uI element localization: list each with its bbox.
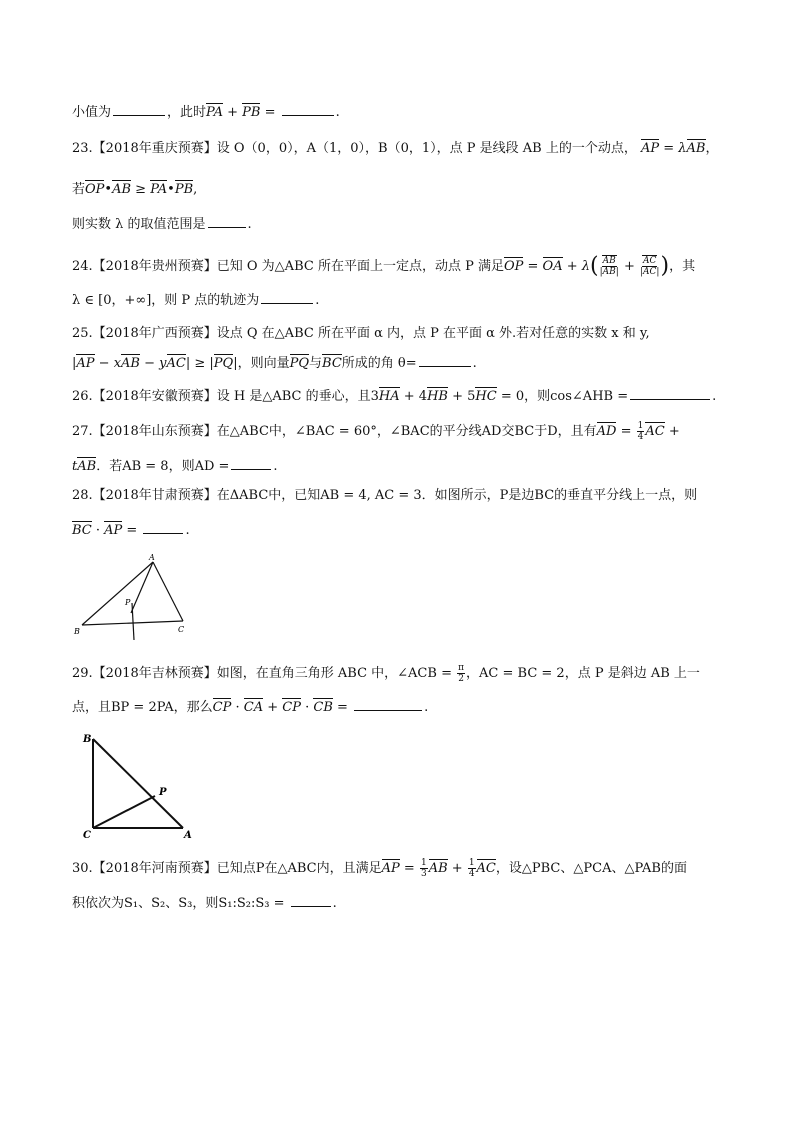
answer-blank[interactable] <box>143 521 183 534</box>
label-A: A <box>184 830 192 840</box>
figure-q28-triangle <box>70 550 200 645</box>
question-30-line1: 30.【2018年河南预赛】已知点P在△ABC内，且满足AP = $\frac{1}{3}$ AB + $\frac{1}{4}$ AC，设△PBC、△PCA、△PAB的面 <box>72 858 687 879</box>
answer-blank[interactable] <box>113 103 165 116</box>
answer-blank[interactable] <box>282 103 334 116</box>
answer-blank[interactable] <box>291 894 331 907</box>
answer-blank[interactable] <box>208 215 246 228</box>
line-q22-tail: 小值为 ，此时PA + PB = . <box>72 105 340 120</box>
question-25-line2: |AP − xAB − yAC| ≥ |PQ|，则向量PQ与BC所成的角 θ= . <box>72 356 477 371</box>
label-C: C <box>83 830 91 840</box>
label-A: A <box>149 553 155 562</box>
question-29-line1: 29.【2018年吉林预赛】如图，在直角三角形 ABC 中，∠ACB = $\frac{\pi}{2}$ ，AC = BC = 2，点 P 是斜边 AB 上一 <box>72 663 700 684</box>
label-B: B <box>83 734 92 745</box>
answer-blank[interactable] <box>630 387 710 400</box>
figure-q29-right-triangle <box>80 728 200 840</box>
label-P: P <box>159 787 167 798</box>
question-30-line2: 积依次为S₁、S₂、S₃，则S₁:S₂:S₃ = . <box>72 896 337 911</box>
question-27-line1: 27.【2018年山东预赛】在△ABC中，∠BAC = 60°，∠BAC的平分线AD交BC于D，且有AD = $\frac{1}{4}$ AC + <box>72 421 680 442</box>
question-23-line1: 23.【2018年重庆预赛】设 O（0，0），A（1，0），B（0，1），点 P 是线段 AB 上的一个动点， AP = λAB， <box>72 141 719 156</box>
question-24-line2: λ ∈ [0，+∞]，则 P 点的轨迹为 . <box>72 293 320 308</box>
question-25-line1: 25.【2018年广西预赛】设点 Q 在△ABC 所在平面 α 内，点 P 在平面 α 外.若对任意的实数 x 和 y, <box>72 326 650 341</box>
answer-blank[interactable] <box>354 698 422 711</box>
label-B: B <box>74 627 80 636</box>
label-P: P <box>125 598 131 607</box>
question-24-line1: 24.【2018年贵州预赛】已知 O 为△ABC 所在平面上一定点，动点 P 满足OP = OA + λ( $\frac{AB}{|AB|}$ + $\frac{AC}{|AC|}$ )，其 <box>72 253 696 279</box>
question-26: 26.【2018年安徽预赛】设 H 是△ABC 的垂心，且3HA + 4HB + 5HC = 0，则cos∠AHB = . <box>72 389 717 404</box>
question-29-line2: 点，且BP = 2PA，那么CP · CA + CP · CB = . <box>72 700 429 715</box>
label-C: C <box>178 625 185 634</box>
question-28-line2: BC · AP = . <box>72 523 190 538</box>
answer-blank[interactable] <box>419 354 471 367</box>
question-23-line2: 若OP•AB ≥ PA•PB, <box>72 182 198 197</box>
question-28-line1: 28.【2018年甘肃预赛】在ΔABC中，已知AB = 4, AC = 3．如图所示，P是边BC的垂直平分线上一点，则 <box>72 488 698 503</box>
question-23-line3: 则实数 λ 的取值范围是 . <box>72 217 252 232</box>
question-27-line2: tAB．若AB = 8，则AD = . <box>72 459 278 474</box>
answer-blank[interactable] <box>231 457 271 470</box>
answer-blank[interactable] <box>261 291 313 304</box>
